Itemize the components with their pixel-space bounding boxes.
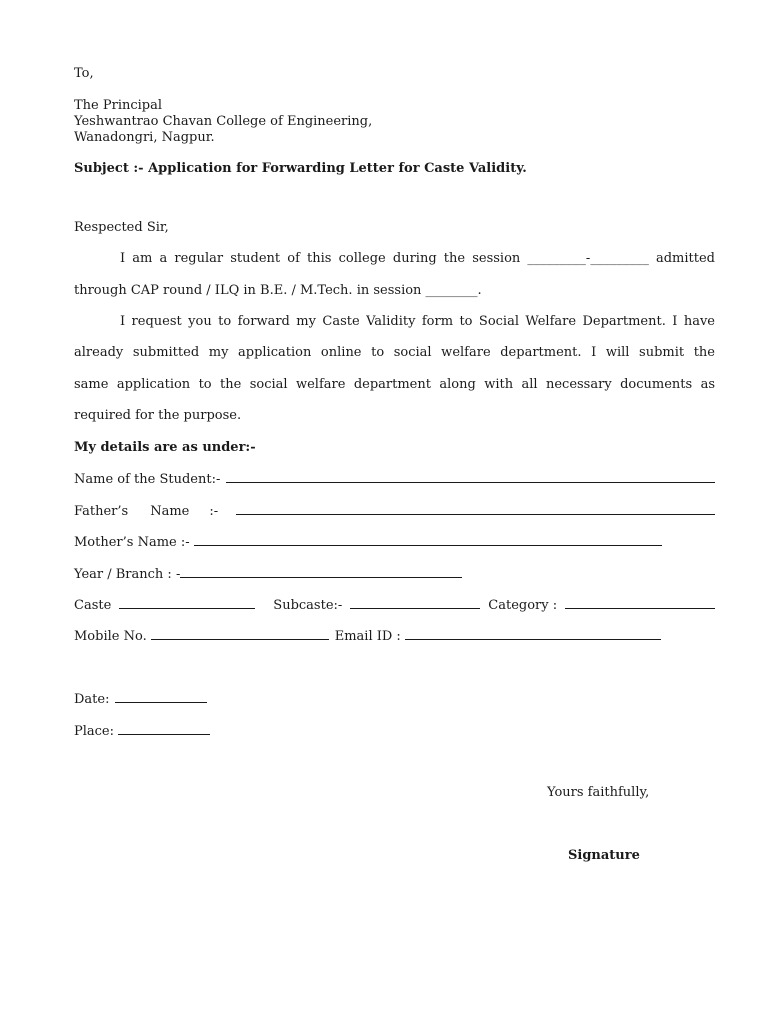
place-row <box>74 723 715 740</box>
address-to: To, <box>74 66 94 81</box>
subject-line: Subject :- Application for Forwarding Letter for Caste Validity. <box>74 161 527 176</box>
subcaste-label: Subcaste:- <box>273 598 343 613</box>
caste-blank[interactable] <box>119 597 255 609</box>
category-label: Category : <box>488 598 558 613</box>
student-name-label: Name of the Student:- <box>74 472 221 487</box>
signature-label: Signature <box>568 848 640 863</box>
paragraph-2-line-4: required for the purpose. <box>74 408 242 423</box>
recipient-line-2: Yeshwantrao Chavan College of Engineering, <box>74 114 373 129</box>
caste-label: Caste <box>74 598 112 613</box>
year-branch-row <box>74 566 715 583</box>
paragraph-2-line-2: already submitted my application online to social welfare department. I will submit the <box>74 345 715 360</box>
year-branch-blank[interactable] <box>180 566 462 578</box>
year-branch-label: Year / Branch : - <box>74 567 181 582</box>
closing: Yours faithfully, <box>547 785 650 800</box>
mother-name-label: Mother’s Name :- <box>74 535 190 550</box>
student-name-blank[interactable] <box>226 471 715 483</box>
father-name-label-c: :- <box>209 504 219 519</box>
paragraph-2-line-1: I request you to forward my Caste Validity form to Social Welfare Department. I have <box>120 314 715 329</box>
date-row <box>74 691 715 708</box>
place-blank[interactable] <box>118 723 210 735</box>
contact-row <box>74 628 715 645</box>
father-name-label-b: Name <box>150 504 190 519</box>
mother-name-blank[interactable] <box>194 534 662 546</box>
details-heading: My details are as under:- <box>74 440 256 455</box>
recipient-line-1: The Principal <box>74 98 163 113</box>
mobile-blank[interactable] <box>151 628 329 640</box>
email-label: Email ID : <box>334 629 401 644</box>
father-name-row <box>74 503 715 520</box>
salutation: Respected Sir, <box>74 220 169 235</box>
caste-row <box>74 597 715 614</box>
mobile-label: Mobile No. <box>74 629 147 644</box>
paragraph-1-line-1: I am a regular student of this college during the session _________-_________ admitted <box>120 251 715 266</box>
recipient-line-3: Wanadongri, Nagpur. <box>74 130 215 145</box>
paragraph-1-line-2: through CAP round / ILQ in B.E. / M.Tech. in session ________. <box>74 283 482 298</box>
student-name-row <box>74 471 715 488</box>
subcaste-blank[interactable] <box>350 597 480 609</box>
mother-name-row <box>74 534 715 551</box>
email-blank[interactable] <box>405 628 661 640</box>
category-blank[interactable] <box>565 597 715 609</box>
date-label: Date: <box>74 692 110 707</box>
date-blank[interactable] <box>115 691 207 703</box>
father-name-label-a: Father’s <box>74 504 129 519</box>
father-name-blank[interactable] <box>236 503 715 515</box>
place-label: Place: <box>74 724 115 739</box>
paragraph-2-line-3: same application to the social welfare department along with all necessary documents as <box>74 377 715 392</box>
